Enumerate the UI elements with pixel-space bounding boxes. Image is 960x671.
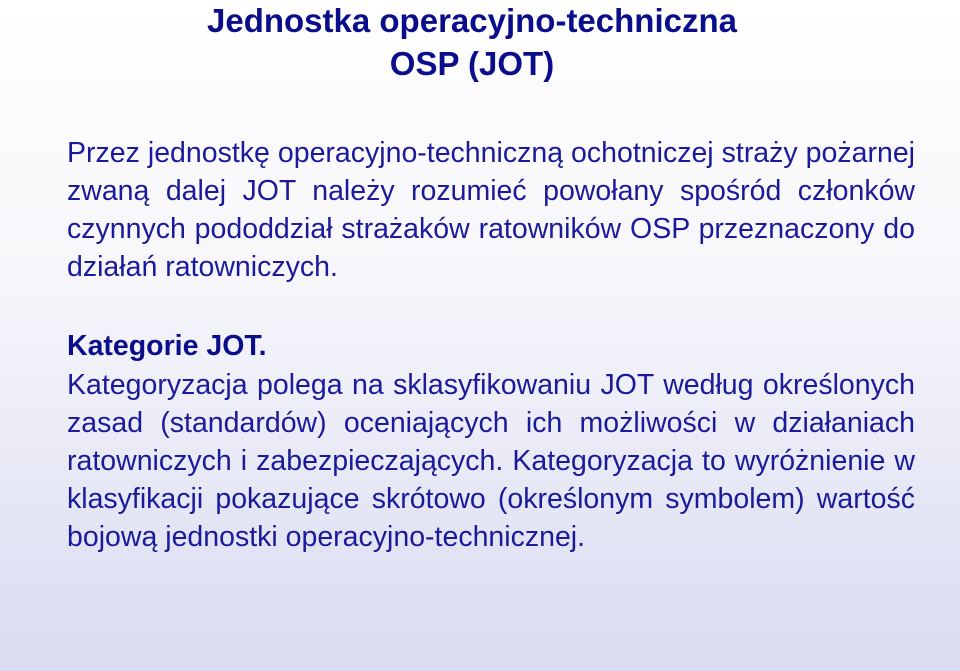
slide-title-line-1: Jednostka operacyjno-techniczna	[207, 2, 737, 39]
definition-paragraph: Przez jednostkę operacyjno-techniczną ochotniczej straży pożarnej zwaną dalej JOT należy rozumieć powołany spośród członków czynnych pododdział strażaków ratowników OSP przeznaczony do działań ratowniczych.	[67, 137, 915, 283]
categorization-paragraph: Kategoryzacja polega na sklasyfikowaniu JOT według określonych zasad (standardów) oceniających ich możliwości w działaniach ratowniczych i zabezpieczających. Kategoryzacja to wyróżnienie w klasyfikacji pokazujące skrótowo (określonym symbolem) wartość bojową jednostki operacyjno-technicznej.	[67, 369, 915, 553]
slide-title-line-2: OSP (JOT)	[389, 45, 555, 82]
section-heading: Kategorie JOT.	[67, 330, 267, 362]
